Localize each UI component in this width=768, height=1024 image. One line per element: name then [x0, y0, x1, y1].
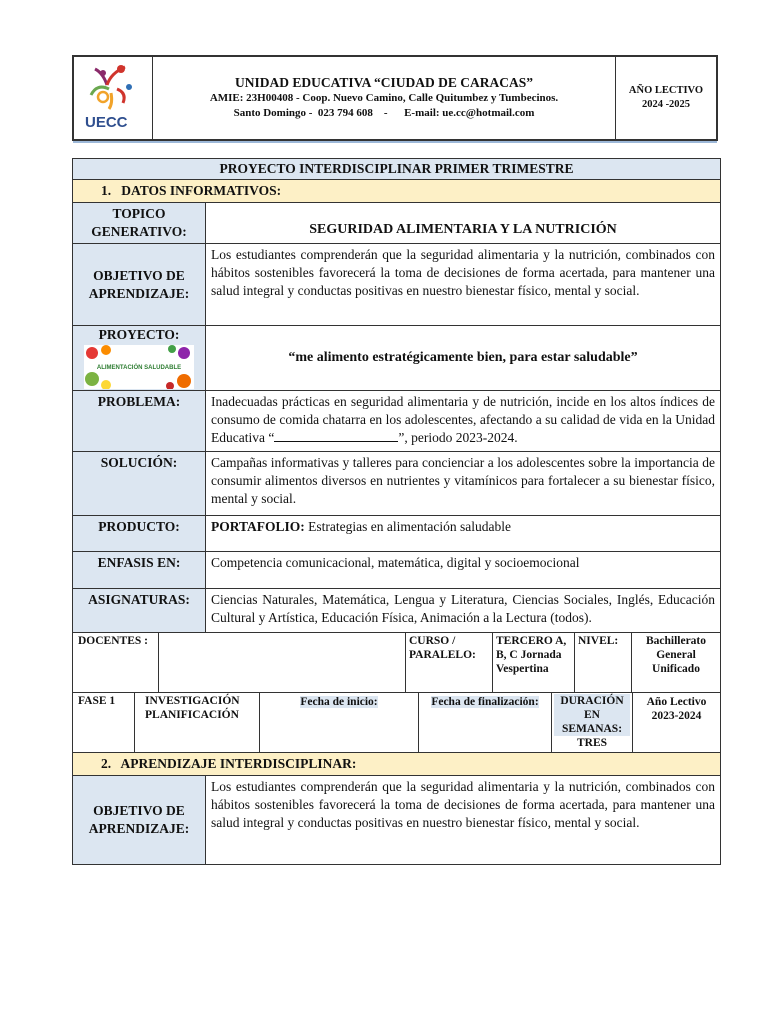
objetivo-value: Los estudiantes comprenderán que la seguridad alimentaria y la nutrición, combinados con hábitos sostenibles favorecerá la toma de decisiones de forma acertada, para mantener una salud integral y conductas positivas en nuestro bienestar físico, mental y social. — [206, 244, 721, 326]
docentes-label: DOCENTES : — [73, 633, 159, 693]
proyecto-image-text: ALIMENTACIÓN SALUDABLE — [96, 365, 182, 371]
problema-text-a: Inadecuadas prácticas en seguridad alimentaria y de nutrición, incide en los altos índices de consumo de comida chatarra en los adolescentes, afectando a su calidad de vida en la Unidad Educativa “ — [211, 394, 715, 445]
objetivo-label: OBJETIVO DE APRENDIZAJE: — [73, 244, 206, 326]
year-cell — [616, 57, 717, 140]
school-name: UNIDAD EDUCATIVA “CIUDAD DE CARACAS” — [234, 75, 534, 90]
objetivo2-label: OBJETIVO DE APRENDIZAJE: — [73, 776, 206, 865]
topico-label: TOPICO GENERATIVO: — [73, 203, 206, 244]
section-2-title: 2. APRENDIZAJE INTERDISCIPLINAR: — [73, 753, 721, 776]
problema-label: PROBLEMA: — [73, 391, 206, 452]
header-divider — [73, 141, 717, 143]
docentes-value — [159, 633, 406, 693]
curso-value: TERCERO A, B, C Jornada Vespertina — [493, 633, 575, 693]
proyecto-image-icon — [84, 345, 194, 389]
topico-value: SEGURIDAD ALIMENTARIA Y LA NUTRICIÓN — [206, 203, 721, 244]
producto-label: PRODUCTO: — [73, 516, 206, 552]
fecha-inicio-label — [260, 693, 419, 753]
logo-cell — [74, 57, 153, 140]
school-contact: Santo Domingo - 023 794 608 - E-mail: ue.cc@hotmail.com — [233, 107, 535, 119]
enfasis-label: ENFASIS EN: — [73, 552, 206, 589]
duracion-cell — [552, 693, 633, 753]
producto-text: Estrategias en alimentación saludable — [304, 519, 511, 534]
anio-label: Año Lectivo — [646, 696, 707, 708]
anio-value: 2023-2024 — [651, 710, 702, 722]
curso-label: CURSO / PARALELO: — [406, 633, 493, 693]
fecha-inicio-text: Fecha de inicio: — [300, 696, 378, 708]
year-value: 2024 -2025 — [641, 99, 691, 110]
asignaturas-label: ASIGNATURAS: — [73, 589, 206, 633]
proyecto-label-cell — [73, 326, 206, 391]
school-info-cell — [153, 57, 616, 140]
solucion-label: SOLUCIÓN: — [73, 452, 206, 516]
producto-value — [206, 516, 721, 552]
objetivo2-value: Los estudiantes comprenderán que la seguridad alimentaria y la nutrición, combinados con hábitos sostenibles favorecerá la toma de decisiones de forma acertada, para mantener una salud integral y conductas positivas en nuestro bienestar físico, mental y social. — [206, 776, 721, 865]
project-title: PROYECTO INTERDISCIPLINAR PRIMER TRIMESTRE — [73, 159, 721, 180]
fase-label: FASE 1 — [73, 693, 135, 753]
asignaturas-value: Ciencias Naturales, Matemática, Lengua y Literatura, Ciencias Sociales, Inglés, Educación Cultural y Artística, Educación Física, Animación a la Lectura (todos). — [206, 589, 721, 633]
blank-line — [274, 429, 398, 442]
duracion-value: TRES — [576, 737, 608, 749]
nivel-value: Bachillerato General Unificado — [632, 633, 721, 693]
solucion-value: Campañas informativas y talleres para concienciar a los adolescentes sobre la importancia de consumir alimentos diversos en nutrientes y vitamínicos para fortalecer a su bienestar físico, mental y social. — [206, 452, 721, 516]
logo-text: UECC — [85, 113, 128, 131]
problema-text-b: ”, periodo 2023-2024. — [398, 430, 518, 445]
nivel-label: NIVEL: — [575, 633, 632, 693]
year-label: AÑO LECTIVO — [628, 85, 704, 96]
fecha-fin-text: Fecha de finalización: — [431, 696, 539, 708]
duracion-label: DURACIÓN EN SEMANAS: — [554, 694, 630, 736]
problema-value — [206, 391, 721, 452]
docentes-table — [72, 632, 721, 693]
proyecto-value: “me alimento estratégicamente bien, para estar saludable” — [206, 326, 721, 391]
anio-cell — [633, 693, 721, 753]
proyecto-label: PROYECTO: — [98, 327, 180, 342]
fecha-fin-label — [419, 693, 552, 753]
project-table — [72, 158, 720, 865]
enfasis-value: Competencia comunicacional, matemática, digital y socioemocional — [206, 552, 721, 589]
section-1-title: 1. DATOS INFORMATIVOS: — [73, 180, 721, 203]
school-address: AMIE: 23H00408 - Coop. Nuevo Camino, Calle Quitumbez y Tumbecinos. — [209, 92, 559, 104]
producto-bold: PORTAFOLIO: — [211, 519, 305, 534]
school-logo-icon — [81, 59, 145, 133]
fase-table — [72, 692, 721, 753]
investigacion-label: INVESTIGACIÓN PLANIFICACIÓN — [135, 693, 260, 753]
document-header — [72, 55, 718, 141]
